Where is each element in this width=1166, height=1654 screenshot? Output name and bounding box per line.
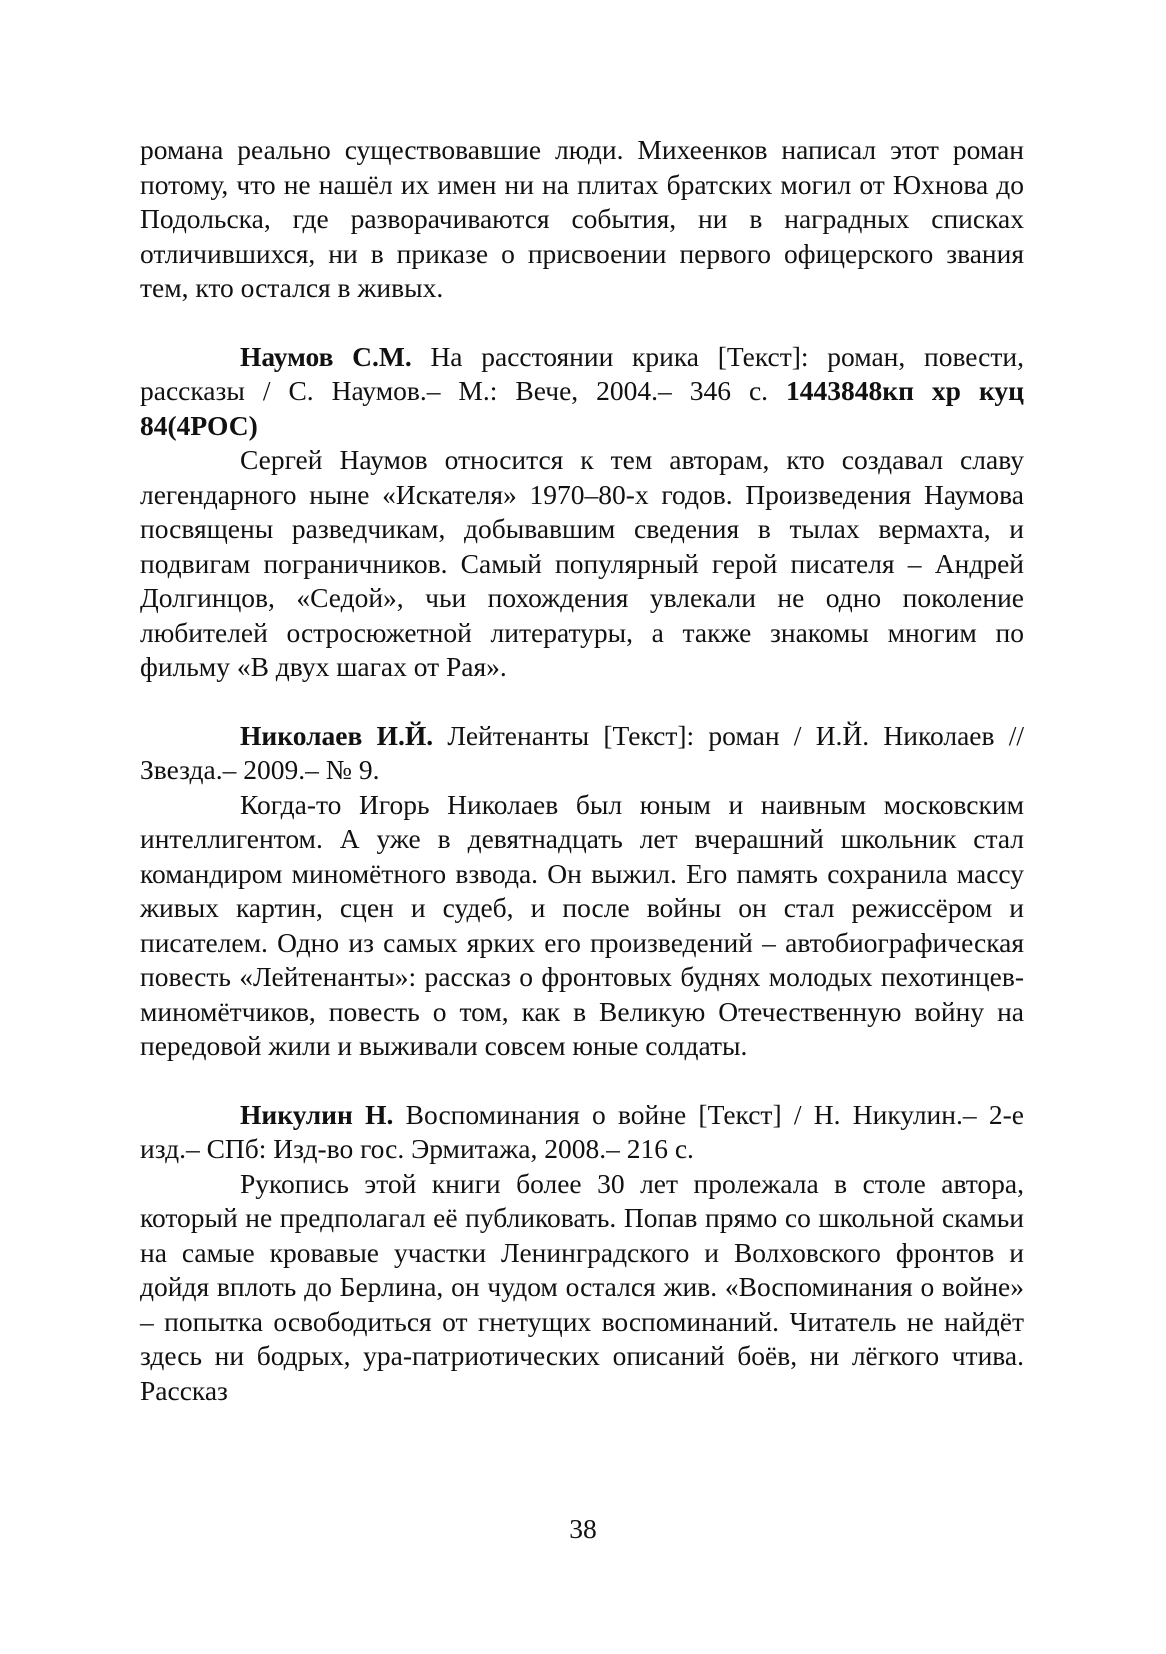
bibliography-entry-naumov (140, 340, 1024, 685)
bibliography-entry-nikolaev (140, 719, 1024, 1064)
document-page (140, 133, 1024, 1408)
citation (140, 1098, 1024, 1167)
page-number: 38 (569, 1513, 597, 1544)
annotation: Когда-то Игорь Николаев был юным и наивным московским интеллигентом. А уже в девятнадцать лет вчерашний школьник стал командиром миномётного взвода. Он выжил. Его память сохранила массу живых картин, сцен и судеб, и после войны он стал режиссёром и писателем. Одно из самых ярких его произведений – автобиографическая повесть «Лейтенанты»: рассказ о фронтовых буднях молодых пехотинцев-миномётчиков, повесть о том, как в Великую Отечественную войну на передовой жили и выживали совсем юные солдаты. (140, 788, 1024, 1061)
citation (140, 719, 1024, 788)
annotation: Рукопись этой книги более 30 лет пролежала в столе автора, который не предполагал её публиковать. Попав прямо со школьной скамьи на самые кровавые участки Ленинградского и Волховского фронтов и дойдя вплоть до Берлина, он чудом остался жив. «Воспоминания о войне» – попытка освободиться от гнетущих воспоминаний. Читатель не найдёт здесь ни бодрых, ура-патриотических описаний боёв, ни лёгкого чтива. Рассказ (140, 1167, 1024, 1406)
citation (140, 340, 1024, 444)
author-name: Никулин Н. (240, 1098, 394, 1130)
citation-text: Лейтенанты [Текст]: роман / И.Й. Николаев // Звезда.– 2009.– № 9. (140, 719, 1024, 785)
citation-text: На расстоянии крика [Текст]: роман, повести, рассказы / С. Наумов.– М.: Вече, 2004.– 346 с. (140, 340, 1024, 406)
author-name: Наумов С.М. (240, 340, 412, 372)
annotation: Сергей Наумов относится к тем авторам, кто создавал славу легендарного ныне «Искателя» 1970–80-х годов. Произведения Наумова посвящены разведчикам, добывавшим сведения в тылах вермахта, и подвигам пограничников. Самый популярный герой писателя – Андрей Долгинцов, «Седой», чьи похождения увлекали не одно поколение любителей остросюжетной литературы, а также знакомы многим по фильму «В двух шагах от Рая». (140, 444, 1024, 682)
bibliography-entry-nikulin (140, 1098, 1024, 1409)
citation-text: Воспоминания о войне [Текст] / Н. Никулин.– 2-е изд.– СПб: Изд-во гос. Эрмитажа, 2008.– 216 с. (140, 1098, 1024, 1164)
author-name: Николаев И.Й. (240, 719, 434, 751)
shelfmark: 1443848кп хр куц 84(4РОС) (140, 375, 1024, 441)
intro-paragraph: романа реально существовавшие люди. Михеенков написал этот роман потому, что не нашёл их имен ни на плитах братских могил от Юхнова до Подольска, где разворачиваются события, ни в наградных списках отличившихся, ни в приказе о присвоении первого офицерского звания тем, кто остался в живых. (140, 134, 1024, 303)
